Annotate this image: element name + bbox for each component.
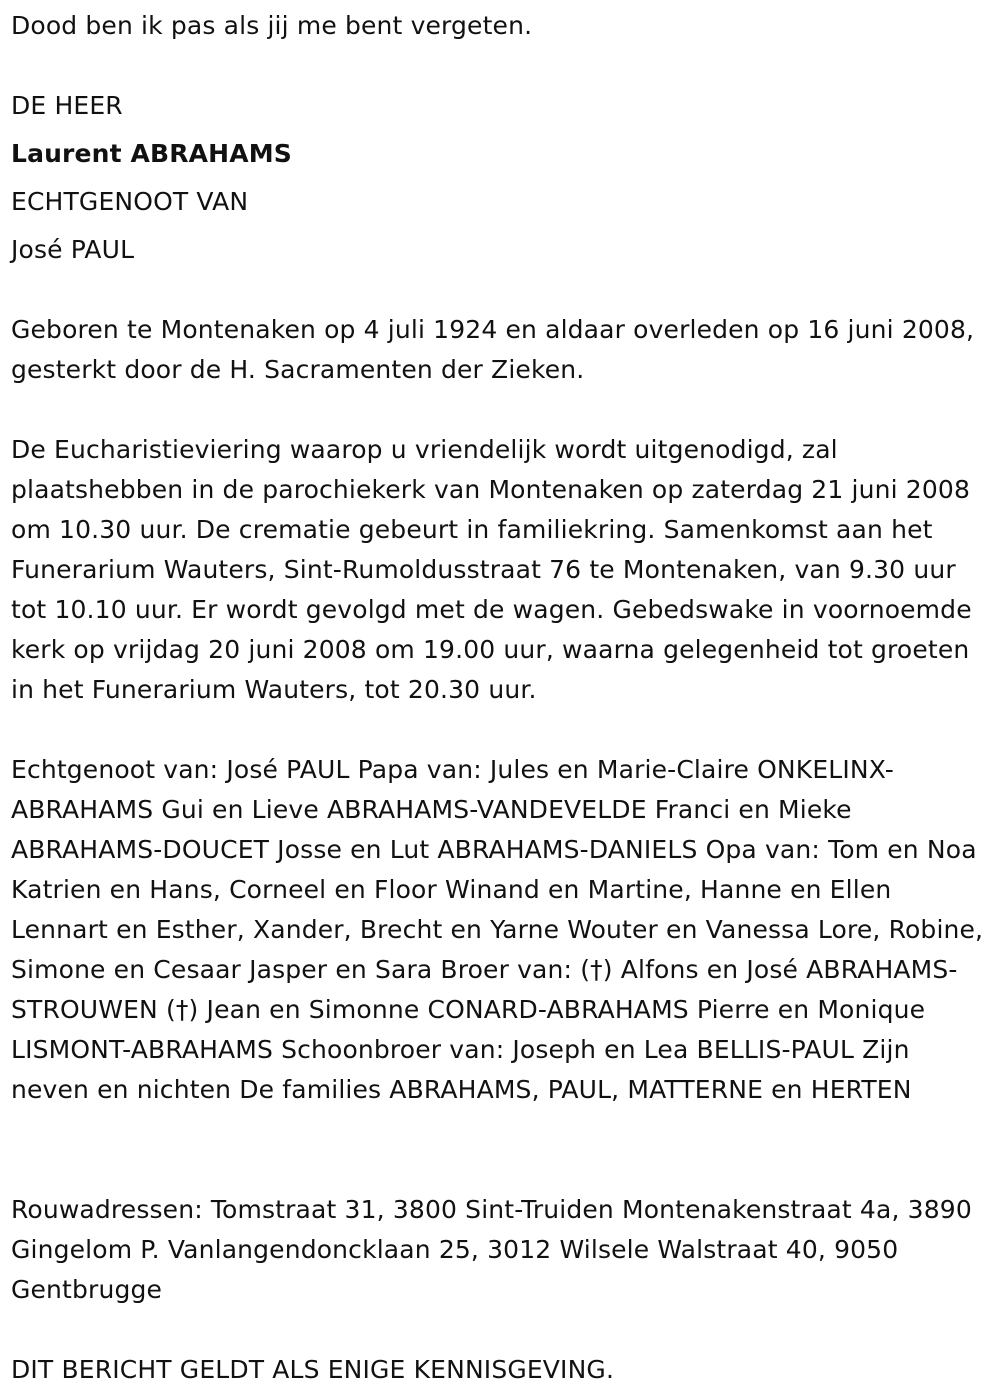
- family-paragraph: Echtgenoot van: José PAUL Papa van: Jules en Marie-Claire ONKELINX-ABRAHAMS Gui en Lieve ABRAHAMS-VANDEVELDE Franci en Mieke ABRAHAMS-DOUCET Josse en Lut ABRAHAMS-DANIELS Opa van: Tom en Noa Katrien en Hans, Corneel en Floor Winand en Martine, Hanne en Ellen Lennart en Esther, Xander, Brecht en Yarne Wouter en Vanessa Lore, Robine, Simone en Cesaar Jasper en Sara Broer van: (†) Alfons en José ABRAHAMS-STROUWEN (†) Jean en Simonne CONARD-ABRAHAMS Pierre en Monique LISMONT-ABRAHAMS Schoonbroer van: Joseph en Lea BELLIS-PAUL Zijn neven en nichten De families ABRAHAMS, PAUL, MATTERNE en HERTEN: [11, 755, 984, 1104]
- ceremony-paragraph: De Eucharistieviering waarop u vriendelijk wordt uitgenodigd, zal plaatshebben in de parochiekerk van Montenaken op zaterdag 21 juni 2008 om 10.30 uur. De crematie gebeurt in familiekring. Samenkomst aan het Funerarium Wauters, Sint-Rumoldusstraat 76 te Montenaken, van 9.30 uur tot 10.10 uur. Er wordt gevolgd met de wagen. Gebedswake in voornoemde kerk op vrijdag 20 juni 2008 om 19.00 uur, waarna gelegenheid tot groeten in het Funerarium Wauters, tot 20.30 uur.: [11, 435, 972, 704]
- title-prefix: DE HEER: [11, 91, 123, 120]
- deceased-name: Laurent ABRAHAMS: [11, 139, 292, 168]
- closing-notice: DIT BERICHT GELDT ALS ENIGE KENNISGEVING.: [11, 1355, 615, 1384]
- addresses-paragraph: Rouwadressen: Tomstraat 31, 3800 Sint-Truiden Montenakenstraat 4a, 3890 Gingelom P. Vanlangendoncklaan 25, 3012 Wilsele Walstraat 40, 9050 Gentbrugge: [11, 1195, 972, 1304]
- spouse-name: José PAUL: [11, 235, 135, 264]
- birth-death-paragraph: Geboren te Montenaken op 4 juli 1924 en aldaar overleden op 16 juni 2008, gesterkt door de H. Sacramenten der Zieken.: [11, 315, 975, 384]
- motto: Dood ben ik pas als jij me bent vergeten.: [11, 11, 533, 40]
- spouse-label: ECHTGENOOT VAN: [11, 187, 249, 216]
